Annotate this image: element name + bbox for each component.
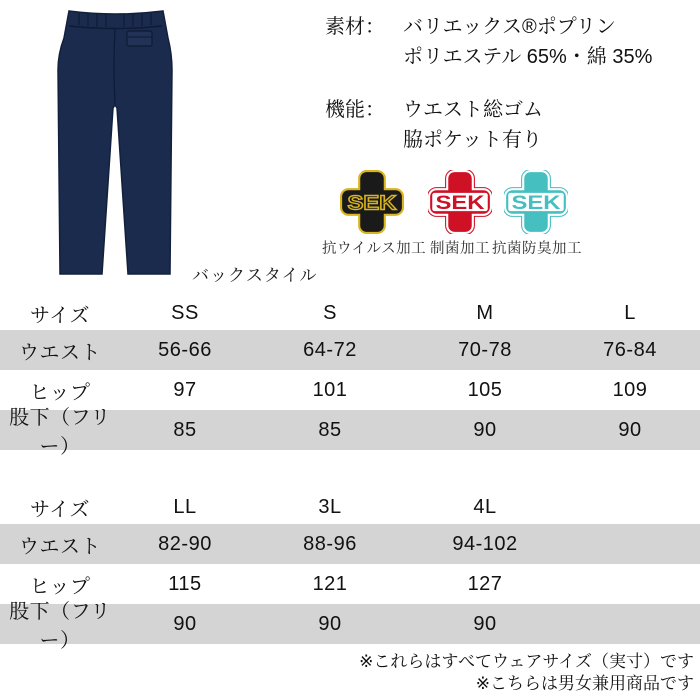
header-cell: 4L (473, 495, 497, 518)
value-cell: 90 (173, 612, 197, 635)
value-cell: 105 (467, 378, 503, 401)
value-cell: 64-72 (303, 338, 357, 361)
material-block (325, 12, 695, 72)
svg-text:SEK: SEK (435, 192, 485, 214)
value-cell: 82-90 (158, 532, 212, 555)
svg-text:SEK: SEK (347, 192, 397, 215)
value-cell: 76-84 (603, 338, 657, 361)
header-cell: SS (171, 301, 199, 324)
row-label-cell: ウエスト (19, 535, 101, 558)
spec-section (325, 12, 695, 178)
sek-antibacterial-deodorant-icon (504, 170, 568, 234)
value-cell: 115 (168, 572, 202, 595)
table-row (0, 407, 700, 458)
row-label-cell: 股下（フリー） (9, 601, 111, 652)
row-label-cell: ヒップ (29, 575, 91, 598)
back-pocket (127, 31, 152, 46)
sek-anti-virus-icon (340, 170, 404, 234)
value-cell: 90 (473, 612, 497, 635)
table-header-row (0, 296, 700, 330)
header-cell: M (476, 301, 494, 324)
header-cell: LL (173, 495, 197, 518)
note-wear-size: ※これらはすべてウェアサイズ（実寸）です (359, 652, 694, 671)
value-cell: 70-78 (458, 338, 512, 361)
row-label-cell: ウエスト (19, 341, 101, 364)
svg-text:SEK: SEK (511, 192, 561, 214)
header-cell: S (323, 301, 337, 324)
back-style-caption: バックスタイル (192, 266, 318, 285)
table-row (0, 330, 700, 370)
value-cell: 90 (318, 612, 342, 635)
value-cell: 109 (612, 378, 648, 401)
value-cell: 97 (173, 378, 197, 401)
header-cell: サイズ (30, 498, 90, 521)
features-line-2: 脇ポケット有り (403, 129, 542, 151)
value-cell: 90 (618, 418, 642, 441)
table-row (0, 601, 700, 652)
row-label-cell: 股下（フリー） (9, 407, 111, 458)
pants-illustration (55, 4, 180, 286)
cert-label-anti-virus: 抗ウイルス加工 (322, 241, 427, 257)
footnotes (359, 651, 694, 695)
material-line-2: ポリエステル 65%・綿 35% (403, 46, 653, 68)
header-cell: 3L (318, 495, 342, 518)
features-label: 機能： (325, 99, 385, 121)
sek-seikin-mark (418, 170, 502, 258)
value-cell: 56-66 (158, 338, 212, 361)
table-header-row (0, 490, 700, 524)
features-block (325, 95, 695, 155)
pants-back-image (55, 4, 180, 286)
value-cell: 127 (467, 572, 503, 595)
note-unisex: ※こちらは男女兼用商品です (475, 674, 694, 693)
size-table-ll-4l (0, 490, 700, 652)
value-cell: 101 (312, 378, 348, 401)
header-cell: L (624, 301, 636, 324)
value-cell: 121 (312, 572, 348, 595)
value-cell: 90 (473, 418, 497, 441)
value-cell: 88-96 (303, 532, 357, 555)
cert-label-antibacterial-deodorant: 抗菌防臭加工 (492, 241, 582, 257)
cert-label-seikin: 制菌加工 (430, 241, 490, 257)
header-cell: サイズ (30, 304, 90, 327)
sek-anti-virus-mark (322, 170, 427, 258)
value-cell: 85 (173, 418, 197, 441)
sek-antibacterial-deodorant-mark (492, 170, 580, 258)
sek-seikin-icon (428, 170, 492, 234)
table-row (0, 524, 700, 564)
value-cell: 85 (318, 418, 342, 441)
material-label: 素材： (325, 16, 385, 38)
size-table-ss-l (0, 296, 700, 458)
row-label-cell: ヒップ (29, 381, 91, 404)
features-line-1: ウエスト総ゴム (403, 99, 543, 121)
material-line-1: バリエックス®ポプリン (403, 16, 616, 38)
value-cell: 94-102 (452, 532, 518, 555)
